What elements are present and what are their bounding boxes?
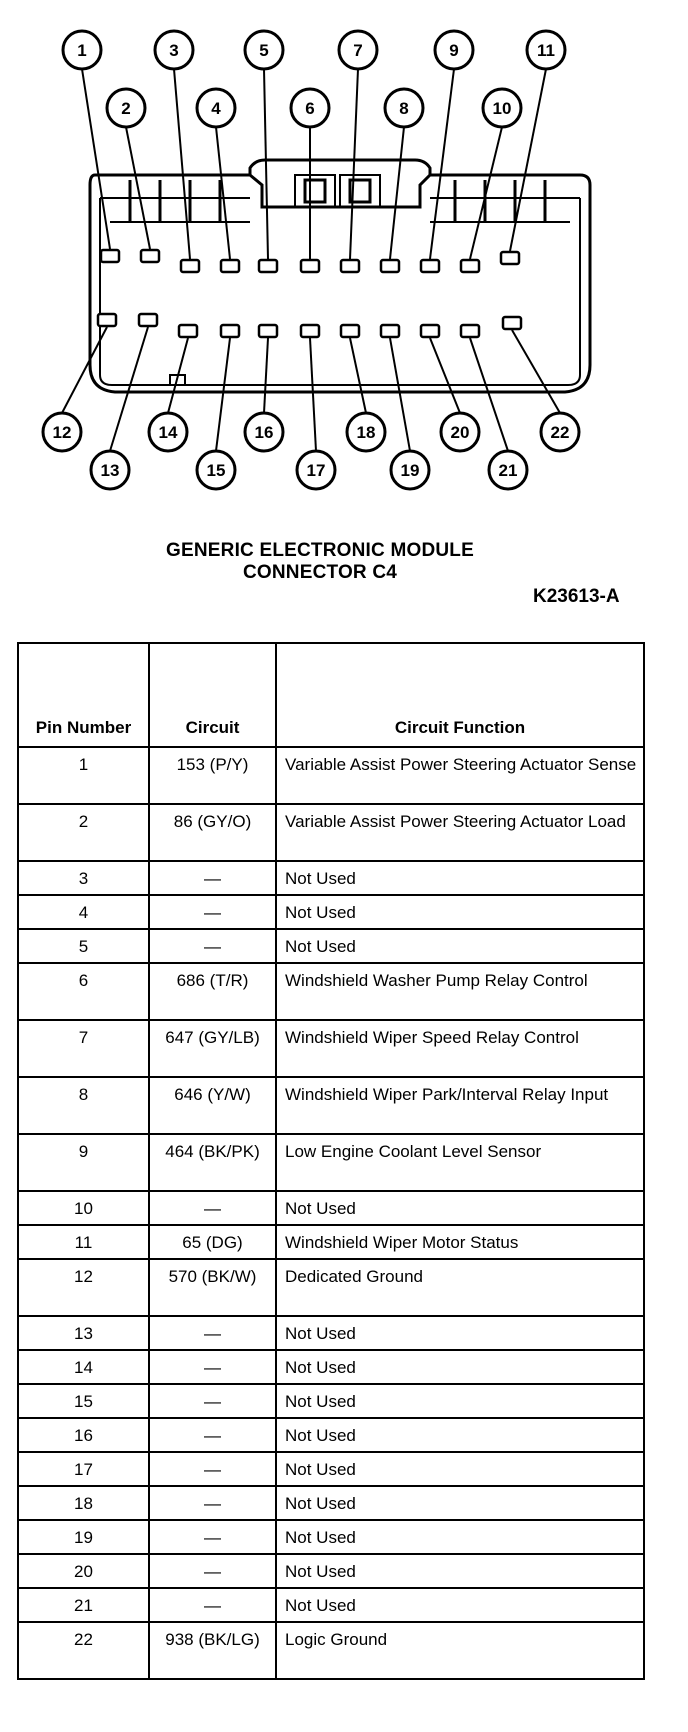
callout-label: 20 bbox=[450, 423, 470, 442]
table-header-row bbox=[18, 643, 644, 747]
leader-line bbox=[216, 338, 230, 451]
circuit-function-cell: Not Used bbox=[276, 929, 644, 963]
circuit-function-cell: Logic Ground bbox=[276, 1622, 644, 1679]
header-pin-number: Pin Number bbox=[18, 643, 149, 747]
circuit-cell: — bbox=[149, 861, 276, 895]
pin-callout bbox=[291, 89, 329, 127]
circuit-function-cell: Not Used bbox=[276, 1554, 644, 1588]
circuit-function-cell: Dedicated Ground bbox=[276, 1259, 644, 1316]
pin-callout bbox=[339, 31, 377, 69]
circuit-function-cell: Windshield Wiper Motor Status bbox=[276, 1225, 644, 1259]
circuit-cell: — bbox=[149, 1452, 276, 1486]
callout-label: 1 bbox=[77, 41, 87, 60]
callout-label: 3 bbox=[169, 41, 179, 60]
circuit-function-cell: Not Used bbox=[276, 895, 644, 929]
pin-number-cell: 15 bbox=[18, 1384, 149, 1418]
pin-cavity bbox=[259, 325, 277, 337]
header-circuit: Circuit bbox=[149, 643, 276, 747]
pin-callout bbox=[155, 31, 193, 69]
circuit-cell: — bbox=[149, 895, 276, 929]
table-row bbox=[18, 1020, 644, 1077]
pin-number-cell: 10 bbox=[18, 1191, 149, 1225]
circuit-cell: — bbox=[149, 1520, 276, 1554]
table-row bbox=[18, 747, 644, 804]
pin-callout bbox=[245, 31, 283, 69]
pin-cavity bbox=[461, 325, 479, 337]
leader-line bbox=[264, 69, 268, 259]
table-row bbox=[18, 895, 644, 929]
pin-number-cell: 6 bbox=[18, 963, 149, 1020]
pin-callout bbox=[441, 413, 479, 451]
circuit-cell: 646 (Y/W) bbox=[149, 1077, 276, 1134]
pin-cavity bbox=[341, 325, 359, 337]
pin-cavity bbox=[301, 260, 319, 272]
table-row bbox=[18, 1191, 644, 1225]
table-row bbox=[18, 1486, 644, 1520]
leader-line bbox=[350, 338, 366, 413]
circuit-function-cell: Windshield Wiper Park/Interval Relay Input bbox=[276, 1077, 644, 1134]
table-row bbox=[18, 1554, 644, 1588]
figure-title: GENERIC ELECTRONIC MODULE bbox=[166, 540, 474, 561]
table-row bbox=[18, 1225, 644, 1259]
pin-cavity bbox=[221, 325, 239, 337]
table-row bbox=[18, 1588, 644, 1622]
circuit-cell: — bbox=[149, 1384, 276, 1418]
leader-line bbox=[216, 127, 230, 259]
leader-line bbox=[512, 330, 560, 413]
circuit-function-cell: Windshield Wiper Speed Relay Control bbox=[276, 1020, 644, 1077]
pin-callout bbox=[107, 89, 145, 127]
circuit-function-cell: Not Used bbox=[276, 1316, 644, 1350]
pin-cavity bbox=[139, 314, 157, 326]
leader-line bbox=[350, 69, 358, 259]
pin-cavity bbox=[221, 260, 239, 272]
circuit-function-cell: Windshield Washer Pump Relay Control bbox=[276, 963, 644, 1020]
circuit-function-cell: Not Used bbox=[276, 1418, 644, 1452]
pin-number-cell: 1 bbox=[18, 747, 149, 804]
table-row bbox=[18, 1384, 644, 1418]
circuit-function-cell: Variable Assist Power Steering Actuator Load bbox=[276, 804, 644, 861]
pin-callout bbox=[197, 89, 235, 127]
circuit-cell: 153 (P/Y) bbox=[149, 747, 276, 804]
callout-label: 16 bbox=[254, 423, 274, 442]
connector-body bbox=[90, 160, 590, 392]
callout-label: 6 bbox=[305, 99, 315, 118]
pin-number-cell: 11 bbox=[18, 1225, 149, 1259]
pin-callout bbox=[197, 451, 235, 489]
circuit-cell: — bbox=[149, 1418, 276, 1452]
pin-number-cell: 20 bbox=[18, 1554, 149, 1588]
pin-number-cell: 17 bbox=[18, 1452, 149, 1486]
table-row bbox=[18, 1316, 644, 1350]
circuit-cell: — bbox=[149, 1588, 276, 1622]
pin-number-cell: 19 bbox=[18, 1520, 149, 1554]
circuit-function-cell: Not Used bbox=[276, 1520, 644, 1554]
pin-cavity bbox=[503, 317, 521, 329]
leader-line bbox=[430, 338, 460, 413]
callout-label: 17 bbox=[306, 461, 326, 480]
circuit-cell: 65 (DG) bbox=[149, 1225, 276, 1259]
pin-callout bbox=[43, 413, 81, 451]
callout-label: 15 bbox=[206, 461, 226, 480]
leader-line bbox=[174, 69, 190, 259]
callout-label: 22 bbox=[550, 423, 570, 442]
connector-diagram bbox=[0, 0, 688, 620]
leader-line bbox=[264, 338, 268, 413]
circuit-cell: 570 (BK/W) bbox=[149, 1259, 276, 1316]
pin-number-cell: 14 bbox=[18, 1350, 149, 1384]
table-row bbox=[18, 1520, 644, 1554]
circuit-cell: — bbox=[149, 1316, 276, 1350]
callout-label: 5 bbox=[259, 41, 269, 60]
circuit-cell: — bbox=[149, 929, 276, 963]
header-circuit-function: Circuit Function bbox=[276, 643, 644, 747]
pin-number-cell: 21 bbox=[18, 1588, 149, 1622]
pin-cavity bbox=[341, 260, 359, 272]
pin-number-cell: 7 bbox=[18, 1020, 149, 1077]
table-row bbox=[18, 1077, 644, 1134]
callout-label: 13 bbox=[100, 461, 120, 480]
circuit-function-cell: Not Used bbox=[276, 1191, 644, 1225]
pin-cavity bbox=[501, 252, 519, 264]
leader-line bbox=[430, 69, 454, 259]
pin-number-cell: 8 bbox=[18, 1077, 149, 1134]
pin-cavity bbox=[381, 325, 399, 337]
figure-subtitle: CONNECTOR C4 bbox=[242, 562, 398, 583]
circuit-cell: — bbox=[149, 1191, 276, 1225]
callout-label: 12 bbox=[52, 423, 72, 442]
table-row bbox=[18, 804, 644, 861]
pin-number-cell: 4 bbox=[18, 895, 149, 929]
circuit-cell: — bbox=[149, 1486, 276, 1520]
circuit-function-cell: Not Used bbox=[276, 1350, 644, 1384]
circuit-cell: 464 (BK/PK) bbox=[149, 1134, 276, 1191]
circuit-function-cell: Not Used bbox=[276, 1588, 644, 1622]
pin-number-cell: 18 bbox=[18, 1486, 149, 1520]
pin-cavity bbox=[98, 314, 116, 326]
pin-cavity bbox=[259, 260, 277, 272]
table-row bbox=[18, 1418, 644, 1452]
pin-callout bbox=[91, 451, 129, 489]
callout-label: 2 bbox=[121, 99, 131, 118]
pin-callout bbox=[489, 451, 527, 489]
leader-line bbox=[390, 338, 410, 451]
callout-label: 18 bbox=[356, 423, 376, 442]
pin-callout bbox=[385, 89, 423, 127]
pin-callout bbox=[391, 451, 429, 489]
circuit-cell: — bbox=[149, 1350, 276, 1384]
table-row bbox=[18, 861, 644, 895]
pin-callout bbox=[435, 31, 473, 69]
leader-line bbox=[110, 327, 148, 451]
table-row bbox=[18, 1134, 644, 1191]
pin-number-cell: 2 bbox=[18, 804, 149, 861]
pin-number-cell: 16 bbox=[18, 1418, 149, 1452]
circuit-function-cell: Not Used bbox=[276, 861, 644, 895]
circuit-cell: 938 (BK/LG) bbox=[149, 1622, 276, 1679]
figure-code: K23613-A bbox=[533, 586, 620, 607]
pin-cavity bbox=[301, 325, 319, 337]
leader-line bbox=[390, 127, 404, 259]
circuit-function-cell: Not Used bbox=[276, 1452, 644, 1486]
pin-callout bbox=[527, 31, 565, 69]
callout-label: 11 bbox=[537, 41, 555, 60]
pin-cavity bbox=[101, 250, 119, 262]
pin-cavity bbox=[141, 250, 159, 262]
pin-cavities bbox=[98, 250, 521, 337]
circuit-function-cell: Low Engine Coolant Level Sensor bbox=[276, 1134, 644, 1191]
circuit-function-cell: Variable Assist Power Steering Actuator Sense bbox=[276, 747, 644, 804]
pin-number-cell: 12 bbox=[18, 1259, 149, 1316]
callout-label: 10 bbox=[492, 99, 512, 118]
pin-callout bbox=[245, 413, 283, 451]
pin-number-cell: 22 bbox=[18, 1622, 149, 1679]
callout-label: 19 bbox=[400, 461, 420, 480]
callout-label: 14 bbox=[158, 423, 178, 442]
pin-callout bbox=[63, 31, 101, 69]
pin-table bbox=[17, 642, 645, 1680]
pin-number-cell: 3 bbox=[18, 861, 149, 895]
callout-label: 4 bbox=[211, 99, 221, 118]
pin-number-cell: 5 bbox=[18, 929, 149, 963]
table-row bbox=[18, 1622, 644, 1679]
pin-callout bbox=[541, 413, 579, 451]
table-row bbox=[18, 963, 644, 1020]
circuit-cell: 647 (GY/LB) bbox=[149, 1020, 276, 1077]
pin-number-cell: 13 bbox=[18, 1316, 149, 1350]
callout-label: 21 bbox=[498, 461, 518, 480]
callout-label: 9 bbox=[449, 41, 459, 60]
pin-callout bbox=[347, 413, 385, 451]
circuit-cell: 86 (GY/O) bbox=[149, 804, 276, 861]
table-row bbox=[18, 1259, 644, 1316]
pin-callout bbox=[149, 413, 187, 451]
table-row bbox=[18, 1350, 644, 1384]
circuit-cell: 686 (T/R) bbox=[149, 963, 276, 1020]
pin-cavity bbox=[421, 325, 439, 337]
pin-callout bbox=[483, 89, 521, 127]
pin-cavity bbox=[179, 325, 197, 337]
pin-cavity bbox=[461, 260, 479, 272]
leader-line bbox=[82, 69, 110, 249]
circuit-function-cell: Not Used bbox=[276, 1384, 644, 1418]
callout-label: 7 bbox=[353, 41, 363, 60]
leader-line bbox=[310, 338, 316, 451]
pin-cavity bbox=[381, 260, 399, 272]
circuit-cell: — bbox=[149, 1554, 276, 1588]
callout-label: 8 bbox=[399, 99, 409, 118]
circuit-function-cell: Not Used bbox=[276, 1486, 644, 1520]
pin-number-cell: 9 bbox=[18, 1134, 149, 1191]
pin-callout bbox=[297, 451, 335, 489]
table-row bbox=[18, 929, 644, 963]
pin-cavity bbox=[421, 260, 439, 272]
pin-cavity bbox=[181, 260, 199, 272]
leader-line bbox=[470, 127, 502, 259]
table-row bbox=[18, 1452, 644, 1486]
